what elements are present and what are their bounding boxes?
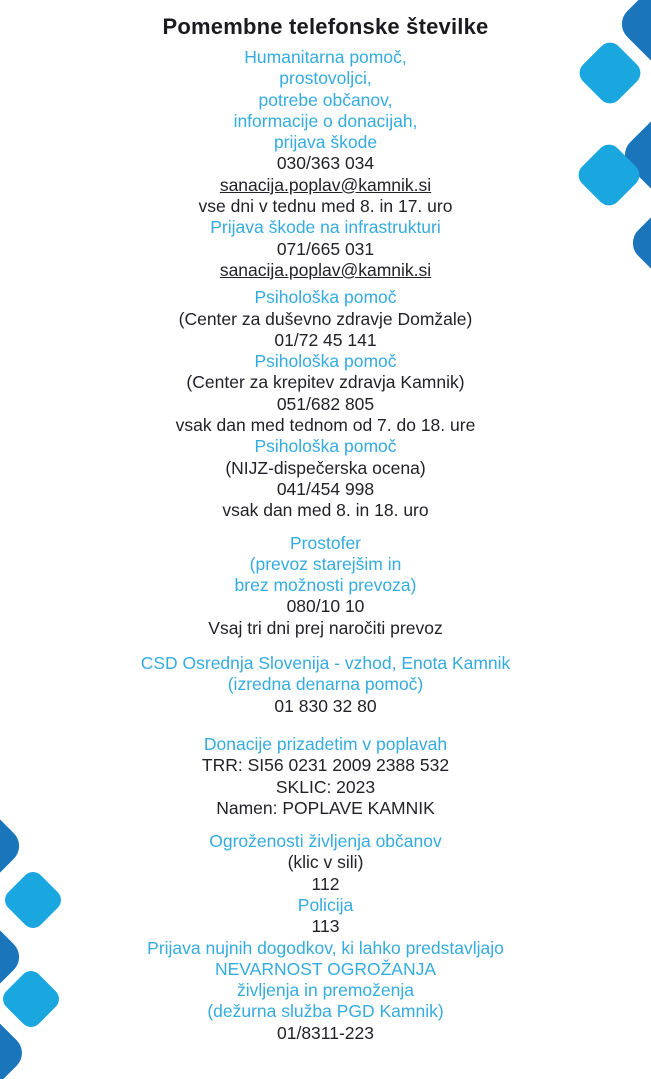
urgent-events-line-3: življenja in premoženja (236, 980, 415, 1001)
urgent-events-line-1: Prijava nujnih dogodkov, ki lahko predstavljajo (147, 937, 504, 958)
police-label: Policija (297, 894, 354, 915)
psych-phone-2: 051/682 805 (276, 393, 375, 414)
section-prostofer (0, 533, 651, 639)
infrastructure-phone-number: 071/665 031 (276, 238, 375, 259)
psych-help-label-1: Psihološka pomoč (254, 287, 397, 308)
humanitarian-hours-note: vse dni v tednu med 8. in 17. uro (198, 196, 453, 217)
prostofer-phone: 080/10 10 (286, 596, 365, 617)
citizens-needs-label: potrebe občanov, (258, 89, 393, 110)
csd-phone: 01 830 32 80 (274, 695, 377, 716)
infrastructure-email-link[interactable]: sanacija.poplav@kamnik.si (219, 259, 432, 280)
section-psychological-help (0, 287, 651, 521)
emergency-number-112: 112 (311, 873, 340, 894)
humanitarian-phone-number: 030/363 034 (276, 153, 375, 174)
damage-report-label: prijava škode (273, 132, 378, 153)
donations-label: Donacije prizadetim v poplavah (203, 733, 448, 754)
nijz-label: (NIJZ-dispečerska ocena) (225, 457, 426, 478)
urgent-events-line-2: NEVARNOST OGROŽANJA (214, 958, 437, 979)
section-emergency-numbers (0, 831, 651, 1044)
volunteers-label: prostovoljci, (279, 68, 372, 89)
prostofer-desc-line-1: (prevoz starejšim in (249, 553, 402, 574)
pgd-kamnik-label: (dežurna služba PGD Kamnik) (207, 1001, 444, 1022)
prostofer-label: Prostofer (290, 532, 361, 553)
prostofer-booking-note: Vsaj tri dni prej naročiti prevoz (208, 617, 443, 638)
prostofer-desc-line-2: brez možnosti prevoza) (234, 575, 417, 596)
section-donations (0, 734, 651, 819)
center-kamnik-label: (Center za krepitev zdravja Kamnik) (186, 372, 465, 393)
donation-info-label: informacije o donacijah, (233, 110, 418, 131)
sanitation-email-link[interactable]: sanacija.poplav@kamnik.si (219, 174, 432, 195)
section-csd (0, 653, 651, 717)
csd-desc: (izredna denarna pomoč) (227, 674, 424, 695)
csd-label: CSD Osrednja Slovenija - vzhod, Enota Kamnik (140, 653, 511, 674)
center-domzale-label: (Center za duševno zdravje Domžale) (178, 308, 473, 329)
psych-phone-1: 01/72 45 141 (274, 329, 377, 350)
pgd-phone: 01/8311-223 (277, 1022, 374, 1043)
psych-help-label-3: Psihološka pomoč (254, 436, 397, 457)
psych-help-label-2: Psihološka pomoč (254, 351, 397, 372)
infrastructure-damage-label: Prijava škode na infrastrukturi (210, 217, 441, 238)
emergency-call-label: (klic v sili) (287, 852, 364, 873)
humanitarian-aid-label: Humanitarna pomoč, (244, 47, 407, 67)
section-humanitarian-aid (0, 47, 651, 281)
donations-sklic: SKLIC: 2023 (275, 776, 376, 797)
donations-trr: TRR: SI56 0231 2009 2388 532 (201, 755, 450, 776)
psych-hours-2: vsak dan med 8. in 18. uro (222, 500, 429, 521)
donations-purpose: Namen: POPLAVE KAMNIK (216, 797, 435, 818)
psych-phone-3: 041/454 998 (276, 478, 375, 499)
police-number-113: 113 (311, 916, 340, 937)
psych-hours-1: vsak dan med tednom od 7. do 18. ure (175, 415, 476, 436)
life-threat-label: Ogroženosti življenja občanov (209, 831, 442, 852)
page-title: Pomembne telefonske številke (162, 14, 489, 39)
